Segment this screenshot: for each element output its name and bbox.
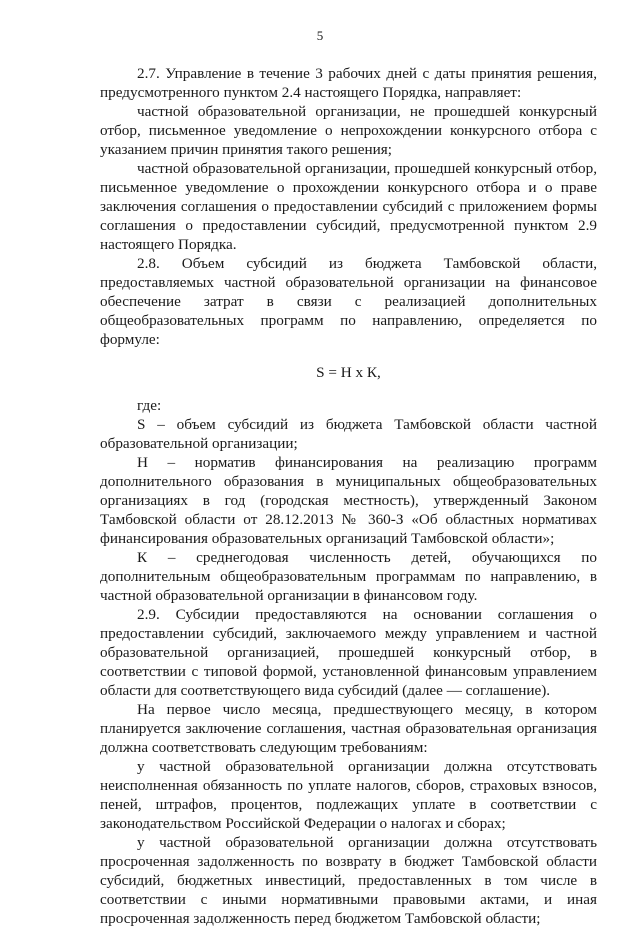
document-body [100, 64, 597, 928]
paragraph-2-7: 2.7. Управление в течение 3 рабочих дней с даты принятия решения, предусмотренного пунктом 2.4 настоящего Порядка, направляет: [100, 65, 597, 101]
paragraph-notice-rejected: частной образовательной организации, не прошедшей конкурсный отбор, письменное уведомление о непрохождении конкурсного отбора с указанием причин принятия такого решения; [100, 103, 597, 158]
requirement-no-tax-debt: у частной образовательной организации должна отсутствовать неисполненная обязанность по уплате налогов, сборов, страховых взносов, пеней, штрафов, процентов, подлежащих уплате в соответствии с законодательством Российской Федерации о налогах и сборах; [100, 758, 597, 832]
page-number: 5 [316, 28, 324, 43]
formula-where-label: где: [137, 397, 162, 414]
formula-def-k: К – среднегодовая численность детей, обучающихся по дополнительным общеобразовательным программам по направлению, в частной образовательной организации в финансовом году. [100, 549, 597, 604]
formula-def-n: Н – норматив финансирования на реализацию программ дополнительного образования в муниципальных общеобразовательных организациях в год (городская местность), утвержденный Законом Тамбовской области от 28.12.2013 № 360-З «Об областных нормативах финансирования образовательных организаций Тамбовской области»; [100, 454, 597, 547]
paragraph-notice-accepted: частной образовательной организации, прошедшей конкурсный отбор, письменное уведомление о прохождении конкурсного отбора и о праве заключения соглашения о предоставлении субсидий с приложением формы соглашения о предоставлении субсидий, предусмотренной пунктом 2.9 настоящего Порядка. [100, 160, 597, 253]
requirement-no-budget-debt: у частной образовательной организации должна отсутствовать просроченная задолженность по возврату в бюджет Тамбовской области субсидий, бюджетных инвестиций, предоставленных в том числе в соответствии с иными нормативными правовыми актами, и иная просроченная задолженность перед бюджетом Тамбовской области; [100, 834, 597, 927]
paragraph-2-8: 2.8. Объем субсидий из бюджета Тамбовской области, предоставляемых частной образовательной организации на финансовое обеспечение затрат в связи с реализацией дополнительных общеобразовательных программ по направлению, определяется по формуле: [100, 255, 597, 348]
formula-def-s: S – объем субсидий из бюджета Тамбовской области частной образовательной организации; [100, 416, 597, 452]
paragraph-2-9: 2.9. Субсидии предоставляются на основании соглашения о предоставлении субсидий, заключаемого между управлением и частной образовательной организацией, прошедшей конкурсный отбор, в соответствии с типовой формой, установленной финансовым управлением области для соответствующего вида субсидий (далее — соглашение). [100, 606, 597, 699]
formula: S = Н х К, [316, 364, 381, 381]
paragraph-requirements-intro: На первое число месяца, предшествующего месяцу, в котором планируется заключение соглашения, частная образовательная организация должна соответствовать следующим требованиям: [100, 701, 597, 756]
